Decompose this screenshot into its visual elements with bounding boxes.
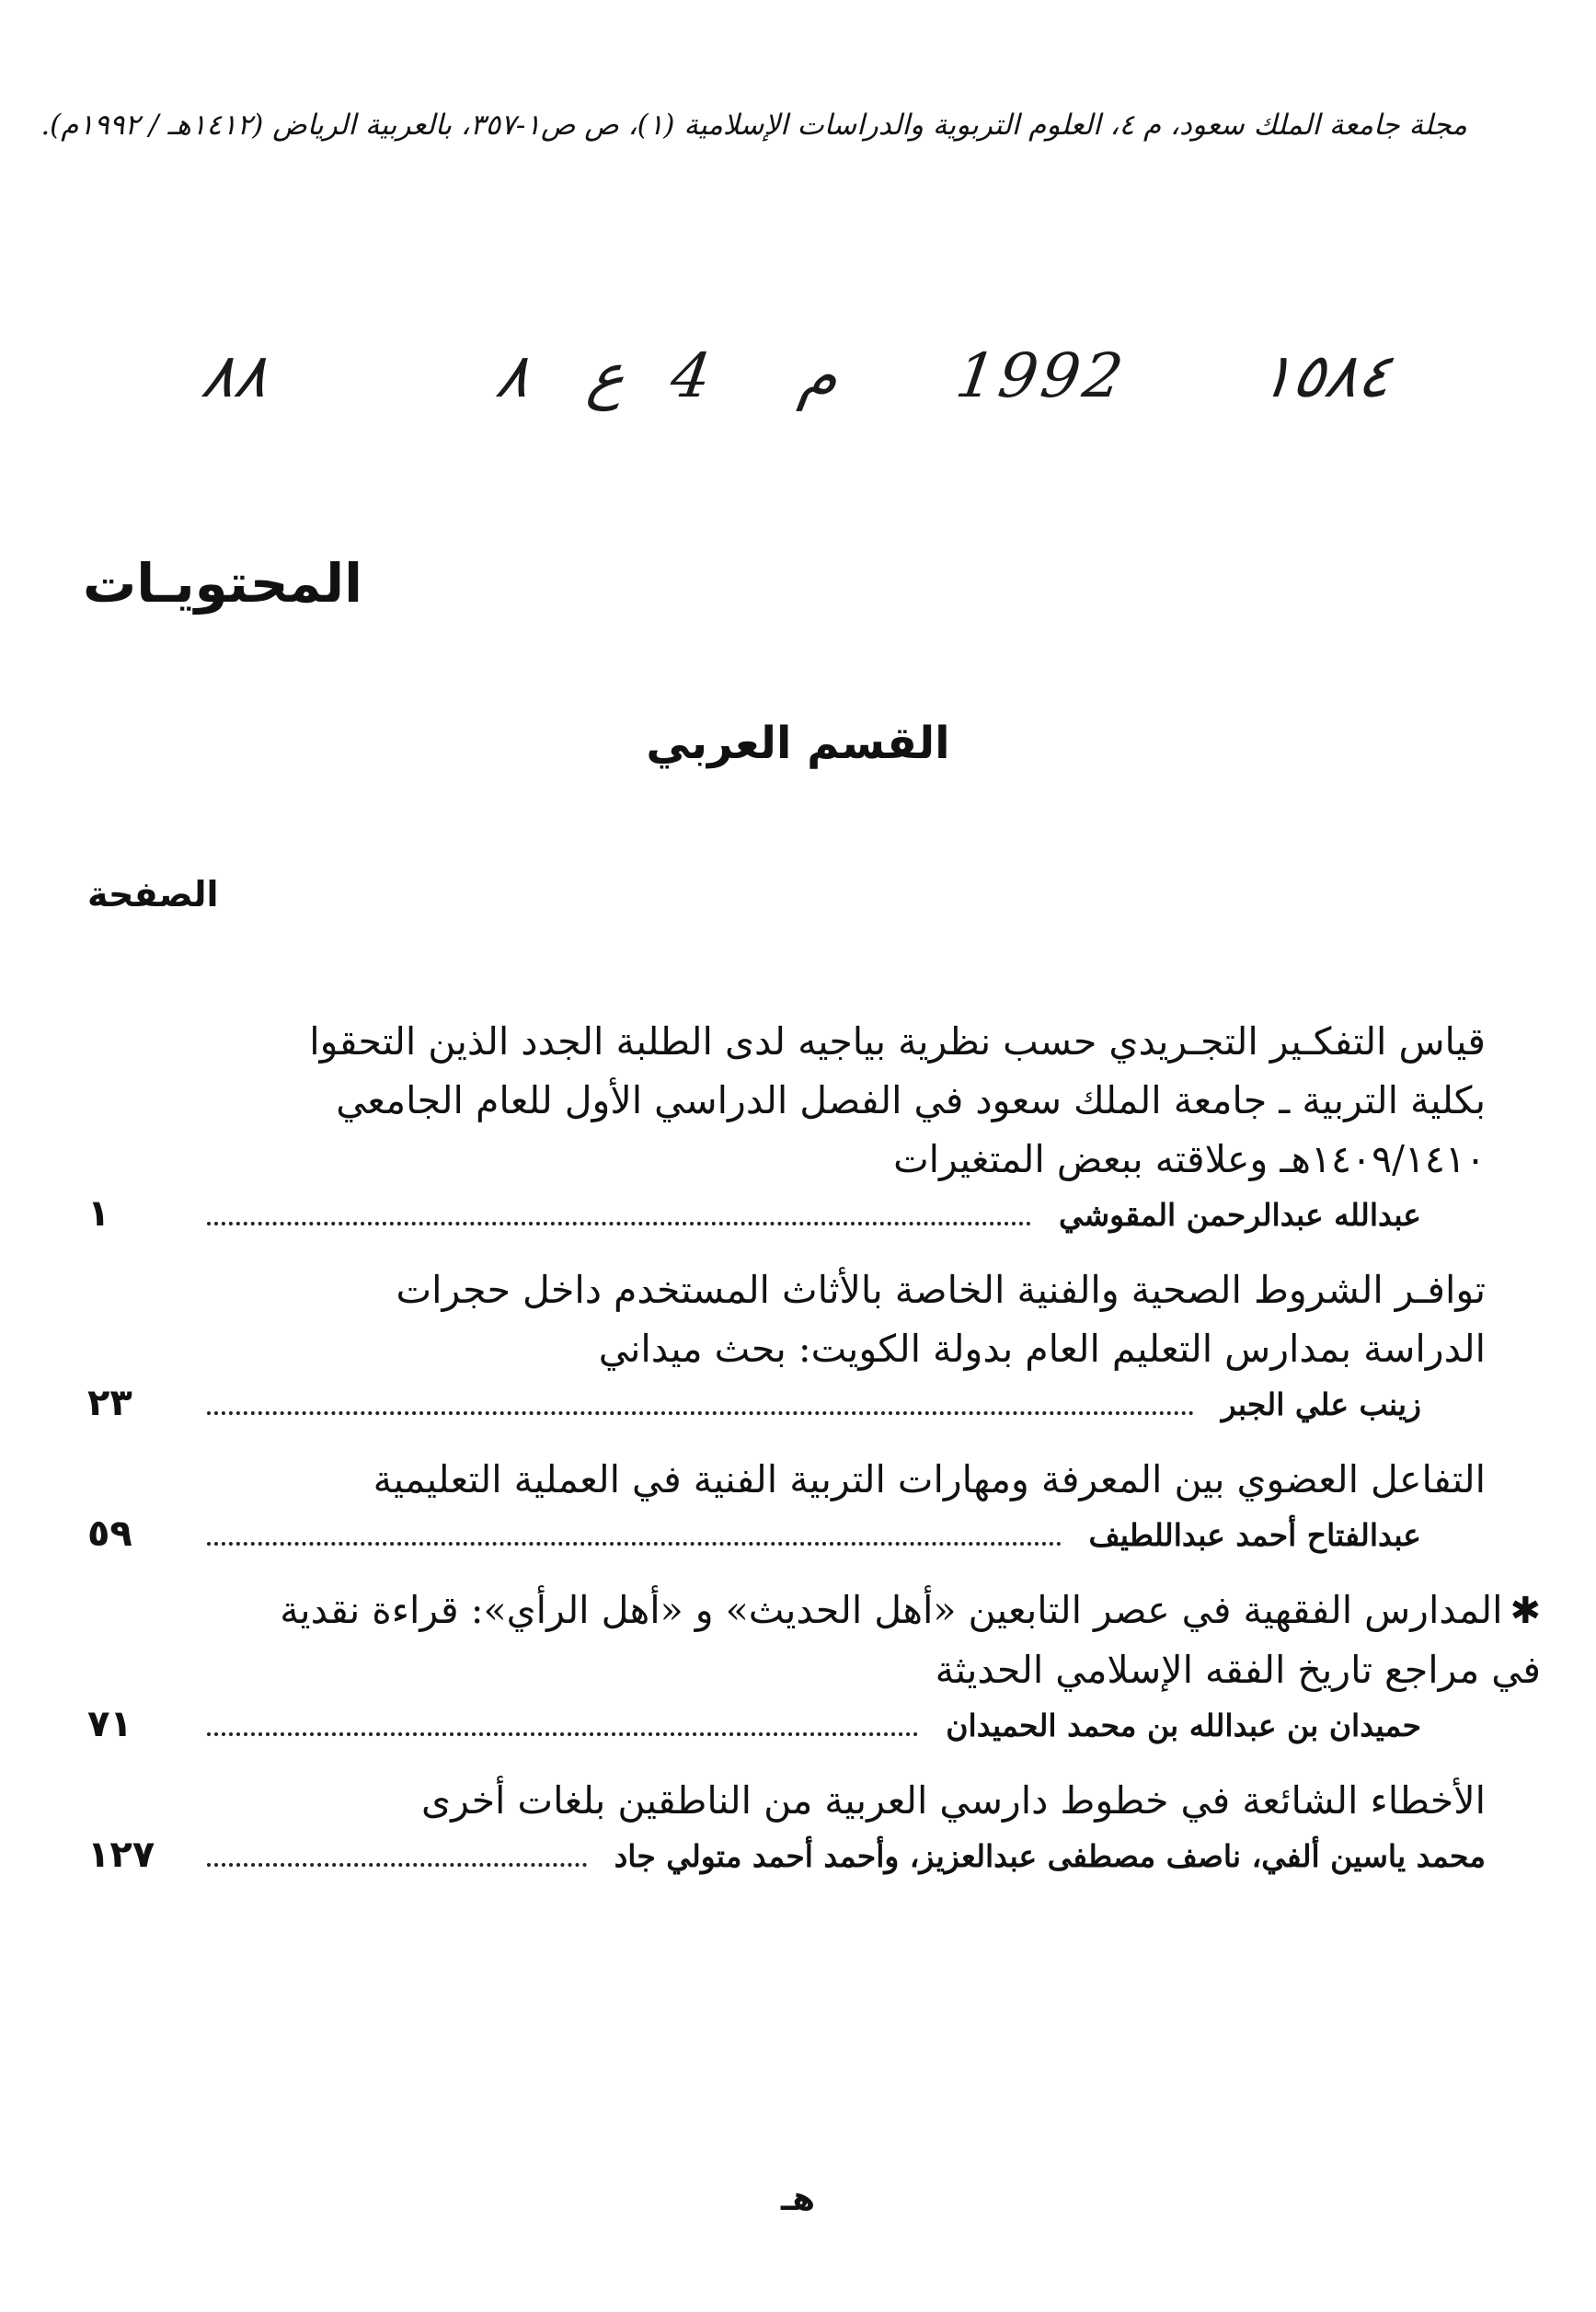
page-number: ١	[87, 1192, 110, 1235]
section-title: القسم العربي	[646, 718, 950, 769]
article-title: المدارس الفقهية في عصر التابعين «أهل الحديث» و «أهل الرأي»: قراءة نقدية في مراجع تاريخ الفقه الإسلامي الحديثة	[280, 1588, 1541, 1692]
handwritten-note: ٨	[491, 340, 534, 411]
article-author: عبدالفتاح أحمد عبداللطيف	[1088, 1517, 1421, 1553]
handwritten-note: م	[795, 340, 844, 411]
author-row	[87, 1513, 1486, 1570]
author-row	[87, 1382, 1486, 1439]
article-author: زينب علي الجبر	[1221, 1386, 1421, 1422]
leader-dots	[207, 1221, 1031, 1225]
leader-dots	[207, 1862, 587, 1867]
leader-dots	[207, 1541, 1062, 1546]
page-number: ١٢٧	[87, 1834, 155, 1876]
leader-dots	[207, 1731, 918, 1736]
page-number: ٧١	[87, 1703, 132, 1745]
author-row	[87, 1192, 1486, 1249]
article-author: عبدالله عبدالرحمن المقوشي	[1059, 1197, 1421, 1233]
article-title: الأخطاء الشائعة في خطوط دارسي العربية من الناطقين بلغات أخرى	[421, 1778, 1486, 1823]
page-column-label: الصفحة	[87, 874, 219, 914]
handwritten-note: ١٥٨٤	[1255, 340, 1396, 411]
handwritten-annotations	[197, 340, 1453, 451]
article-title-starred	[262, 1581, 1541, 1699]
author-row	[87, 1834, 1486, 1891]
article-title: قياس التفكـير التجـريدي حسب نظرية بياجيه لدى الطلبة الجدد الذين التحقوا بكلية التربية ـ جامعة الملك سعود في الفصل الدراسي الأول للعام الجامعي ١٤٠٩/١٤١٠هـ وعلاقته ببعض المتغيرات	[309, 1019, 1486, 1181]
page-number: ٢٣	[87, 1382, 132, 1424]
toc-entry	[87, 1771, 1486, 1891]
page-folio: هـ	[780, 2180, 816, 2218]
toc-entry	[87, 1450, 1486, 1570]
author-row	[87, 1703, 1486, 1760]
leader-dots	[207, 1410, 1194, 1415]
toc-entry	[87, 1260, 1486, 1439]
article-title: توافـر الشروط الصحية والفنية الخاصة بالأثاث المستخدم داخل حجرات الدراسة بمدارس التعليم العام بدولة الكويت: بحث ميداني	[396, 1268, 1486, 1371]
handwritten-note: 4	[666, 340, 719, 411]
article-author: حميدان بن عبدالله بن محمد الحميدان	[946, 1708, 1421, 1743]
handwritten-note: ٨٨	[197, 340, 273, 411]
star-icon: ✱	[1510, 1590, 1541, 1632]
toc-entries	[87, 1012, 1541, 1902]
handwritten-note: 1992	[951, 340, 1131, 411]
article-author: محمد ياسين ألفي، ناصف مصطفى عبدالعزيز، وأحمد أحمد متولي جاد	[614, 1838, 1486, 1874]
journal-citation: مجلة جامعة الملك سعود، م ٤، العلوم التربوية والدراسات الإسلامية (١)، ص ص١-٣٥٧، بالعربية الرياض (١٤١٢هـ / ١٩٩٢م).	[40, 109, 1467, 142]
page-number: ٥٩	[87, 1513, 132, 1555]
toc-entry	[87, 1581, 1541, 1760]
handwritten-note: ع	[583, 340, 630, 411]
article-title: التفاعل العضوي بين المعرفة ومهارات التربية الفنية في العملية التعليمية	[373, 1457, 1486, 1501]
contents-title: المحتويـات	[83, 552, 363, 615]
toc-entry	[87, 1012, 1486, 1249]
